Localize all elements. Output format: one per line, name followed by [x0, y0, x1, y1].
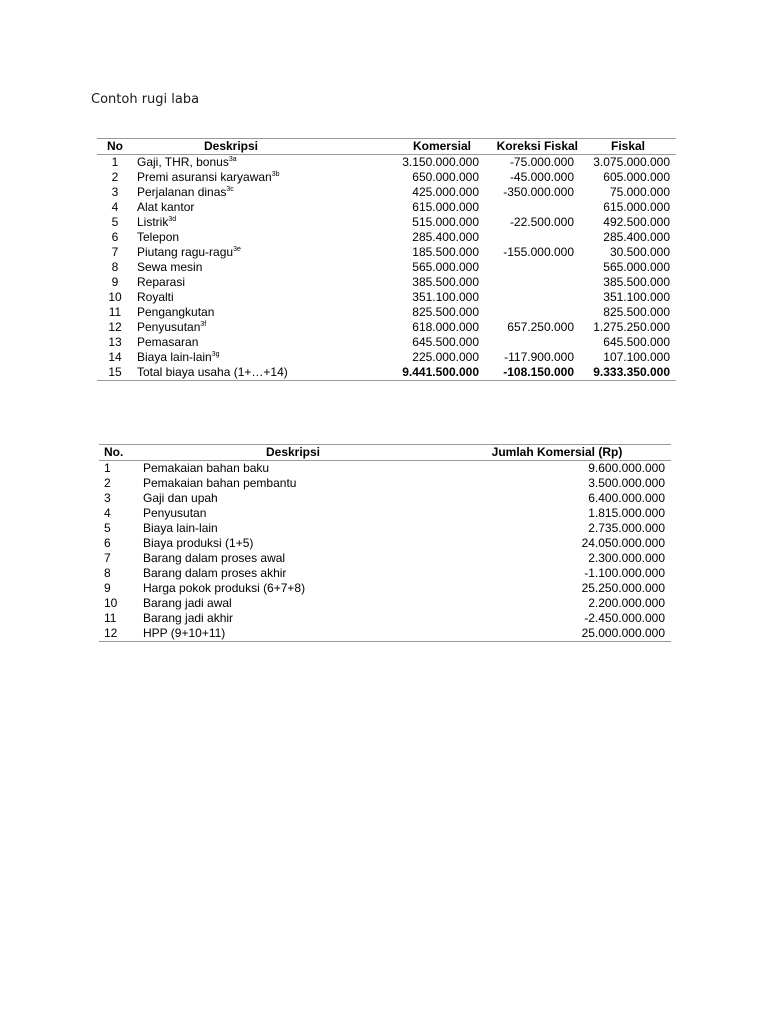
row-komersial: 3.150.000.000 [402, 155, 479, 169]
row-fiskal: 30.500.000 [609, 245, 670, 259]
row-no: 11 [104, 611, 117, 625]
row-deskripsi-text: Royalti [137, 290, 174, 304]
row-jumlah-komersial: 9.600.000.000 [588, 461, 665, 475]
row-deskripsi: Biaya lain-lain [143, 521, 218, 535]
row-fiskal: 605.000.000 [603, 170, 670, 184]
cost-of-goods-table [99, 444, 671, 642]
row-no: 9 [111, 275, 119, 289]
row-no: 10 [108, 290, 122, 304]
row-deskripsi: Penyusutan [143, 506, 207, 520]
footnote-ref: 3f [200, 321, 207, 328]
row-deskripsi [133, 335, 329, 350]
footnote-ref: 3g [211, 351, 220, 358]
row-koreksi-fiskal: -350.000.000 [503, 185, 574, 199]
header-fiskal: Fiskal [580, 139, 676, 155]
row-koreksi-fiskal: 657.250.000 [507, 320, 574, 334]
row-deskripsi: Harga pokok produksi (6+7+8) [143, 581, 306, 595]
row-komersial: 615.000.000 [412, 200, 479, 214]
row-jumlah-komersial: 1.815.000.000 [588, 506, 665, 520]
table-row [99, 536, 671, 551]
header-deskripsi: Deskripsi [143, 445, 443, 461]
row-deskripsi-text: Telepon [137, 230, 180, 244]
row-deskripsi-text: Pemasaran [137, 335, 199, 349]
row-fiskal: 107.100.000 [603, 350, 670, 364]
row-deskripsi: HPP (9+10+11) [143, 626, 443, 642]
row-jumlah-komersial: 2.200.000.000 [588, 596, 665, 610]
table-row [97, 350, 676, 365]
row-deskripsi-text: Biaya lain-lain [137, 350, 212, 364]
row-deskripsi-text: Piutang ragu-ragu [137, 245, 234, 259]
row-komersial: 285.400.000 [412, 230, 479, 244]
table-row [99, 491, 671, 506]
total-koreksi-fiskal: -108.150.000 [485, 365, 580, 381]
row-deskripsi [133, 260, 329, 275]
row-jumlah-komersial: -2.450.000.000 [584, 611, 665, 625]
table-row [97, 155, 676, 171]
row-no: 6 [104, 536, 111, 550]
row-komersial: 351.100.000 [412, 290, 479, 304]
row-no: 9 [104, 581, 111, 595]
row-no: 5 [111, 215, 119, 229]
row-deskripsi-text: Premi asuransi karyawan [137, 170, 272, 184]
row-koreksi-fiskal [485, 200, 580, 215]
table-row [99, 611, 671, 626]
total-komersial: 9.441.500.000 [329, 365, 485, 381]
table-row [97, 170, 676, 185]
row-fiskal: 1.275.250.000 [593, 320, 670, 334]
row-koreksi-fiskal [485, 290, 580, 305]
table-row [99, 476, 671, 491]
row-no: 3 [104, 491, 111, 505]
row-no: 14 [108, 350, 122, 364]
row-no: 12 [99, 626, 143, 642]
row-jumlah-komersial: 6.400.000.000 [588, 491, 665, 505]
row-deskripsi-text: Perjalanan dinas [137, 185, 227, 199]
row-deskripsi-text: Pengangkutan [137, 305, 215, 319]
row-no: 4 [104, 506, 111, 520]
table-row [97, 185, 676, 200]
row-koreksi-fiskal: -45.000.000 [509, 170, 574, 184]
footnote-ref: 3b [271, 171, 280, 178]
row-deskripsi [133, 230, 329, 245]
header-deskripsi: Deskripsi [133, 139, 329, 155]
row-deskripsi: Gaji dan upah [143, 491, 218, 505]
row-deskripsi [133, 200, 329, 215]
row-komersial: 385.500.000 [412, 275, 479, 289]
total-no: 15 [97, 365, 133, 381]
row-deskripsi [133, 275, 329, 290]
row-deskripsi [133, 185, 329, 200]
header-komersial: Komersial [329, 139, 485, 155]
row-no: 1 [104, 461, 111, 475]
row-no: 8 [104, 566, 111, 580]
row-no: 7 [104, 551, 111, 565]
table-row [99, 551, 671, 566]
table-header-row [97, 139, 676, 155]
row-deskripsi-text: Gaji, THR, bonus [137, 155, 229, 169]
row-deskripsi [133, 155, 329, 171]
row-koreksi-fiskal [485, 275, 580, 290]
row-no: 6 [111, 230, 119, 244]
table-row [99, 626, 671, 642]
header-no: No [97, 139, 133, 155]
row-deskripsi [133, 170, 329, 185]
row-koreksi-fiskal: -117.900.000 [504, 350, 574, 364]
table-row [97, 275, 676, 290]
row-komersial: 650.000.000 [412, 170, 479, 184]
row-no: 7 [111, 245, 119, 259]
header-no: No. [99, 445, 143, 461]
row-no: 10 [104, 596, 118, 610]
row-no: 11 [108, 305, 122, 319]
row-komersial: 825.500.000 [412, 305, 479, 319]
row-deskripsi: Barang dalam proses akhir [143, 566, 287, 580]
row-fiskal: 565.000.000 [603, 260, 670, 274]
row-no: 5 [104, 521, 111, 535]
table-row [99, 506, 671, 521]
row-deskripsi-text: Penyusutan [137, 320, 201, 334]
total-row [97, 365, 676, 381]
row-fiskal: 645.500.000 [603, 335, 670, 349]
row-no: 2 [111, 170, 119, 184]
table-row [97, 245, 676, 260]
row-fiskal: 3.075.000.000 [593, 155, 670, 169]
row-komersial: 618.000.000 [412, 320, 479, 334]
footnote-ref: 3c [226, 186, 234, 193]
row-deskripsi: Pemakaian bahan baku [143, 461, 270, 475]
row-deskripsi: Barang dalam proses awal [143, 551, 286, 565]
total-deskripsi: Total biaya usaha (1+…+14) [133, 365, 329, 381]
row-jumlah-komersial: 25.000.000.000 [443, 626, 671, 642]
row-komersial: 515.000.000 [412, 215, 479, 229]
table-row [99, 566, 671, 581]
table-row [97, 200, 676, 215]
row-komersial: 645.500.000 [412, 335, 479, 349]
header-jumlah-komersial: Jumlah Komersial (Rp) [443, 445, 671, 461]
row-fiskal: 825.500.000 [603, 305, 670, 319]
table-row [97, 260, 676, 275]
row-jumlah-komersial: 3.500.000.000 [588, 476, 665, 490]
row-no: 3 [111, 185, 119, 199]
row-jumlah-komersial: 25.250.000.000 [581, 581, 665, 595]
row-komersial: 225.000.000 [412, 350, 479, 364]
footnote-ref: 3d [168, 216, 177, 223]
row-deskripsi-text: Listrik [137, 215, 169, 229]
row-koreksi-fiskal [485, 305, 580, 320]
row-deskripsi-text: Reparasi [137, 275, 186, 289]
row-komersial: 425.000.000 [412, 185, 479, 199]
row-komersial: 565.000.000 [412, 260, 479, 274]
row-no: 13 [108, 335, 122, 349]
row-fiskal: 492.500.000 [603, 215, 670, 229]
row-fiskal: 75.000.000 [609, 185, 670, 199]
row-fiskal: 351.100.000 [603, 290, 670, 304]
row-fiskal: 285.400.000 [603, 230, 670, 244]
table-row [99, 581, 671, 596]
row-komersial: 185.500.000 [412, 245, 479, 259]
row-jumlah-komersial: 2.300.000.000 [588, 551, 665, 565]
row-koreksi-fiskal: -75.000.000 [509, 155, 574, 169]
row-jumlah-komersial: -1.100.000.000 [584, 566, 665, 580]
row-fiskal: 615.000.000 [603, 200, 670, 214]
row-deskripsi: Biaya produksi (1+5) [143, 536, 254, 550]
row-deskripsi [133, 350, 329, 365]
row-deskripsi [133, 290, 329, 305]
table-row [99, 461, 671, 477]
row-deskripsi [133, 305, 329, 320]
total-fiskal: 9.333.350.000 [580, 365, 676, 381]
row-no: 8 [111, 260, 119, 274]
row-koreksi-fiskal [485, 230, 580, 245]
row-deskripsi: Barang jadi akhir [143, 611, 234, 625]
row-deskripsi: Barang jadi awal [143, 596, 232, 610]
table-row [97, 230, 676, 245]
row-jumlah-komersial: 2.735.000.000 [588, 521, 665, 535]
footnote-ref: 3e [233, 246, 241, 253]
row-deskripsi [133, 215, 329, 230]
footnote-ref: 3a [228, 156, 237, 163]
row-deskripsi [133, 320, 329, 335]
row-koreksi-fiskal: -22.500.000 [509, 215, 574, 229]
table-header-row [99, 445, 671, 461]
row-no: 2 [104, 476, 111, 490]
profit-loss-table [97, 138, 676, 381]
table-row [97, 290, 676, 305]
row-jumlah-komersial: 24.050.000.000 [581, 536, 665, 550]
row-koreksi-fiskal: -155.000.000 [503, 245, 574, 259]
row-deskripsi-text: Alat kantor [137, 200, 195, 214]
row-koreksi-fiskal [485, 335, 580, 350]
row-no: 12 [108, 320, 122, 334]
row-deskripsi [133, 245, 329, 260]
table-row [97, 305, 676, 320]
row-koreksi-fiskal [485, 260, 580, 275]
page-heading: Contoh rugi laba [91, 92, 200, 107]
table-row [97, 335, 676, 350]
table-row [99, 521, 671, 536]
row-deskripsi-text: Sewa mesin [137, 260, 203, 274]
row-no: 1 [111, 155, 119, 169]
header-koreksi-fiskal: Koreksi Fiskal [485, 139, 580, 155]
row-fiskal: 385.500.000 [603, 275, 670, 289]
row-deskripsi: Pemakaian bahan pembantu [143, 476, 297, 490]
row-no: 4 [111, 200, 119, 214]
table-row [99, 596, 671, 611]
table-row [97, 320, 676, 335]
table-row [97, 215, 676, 230]
